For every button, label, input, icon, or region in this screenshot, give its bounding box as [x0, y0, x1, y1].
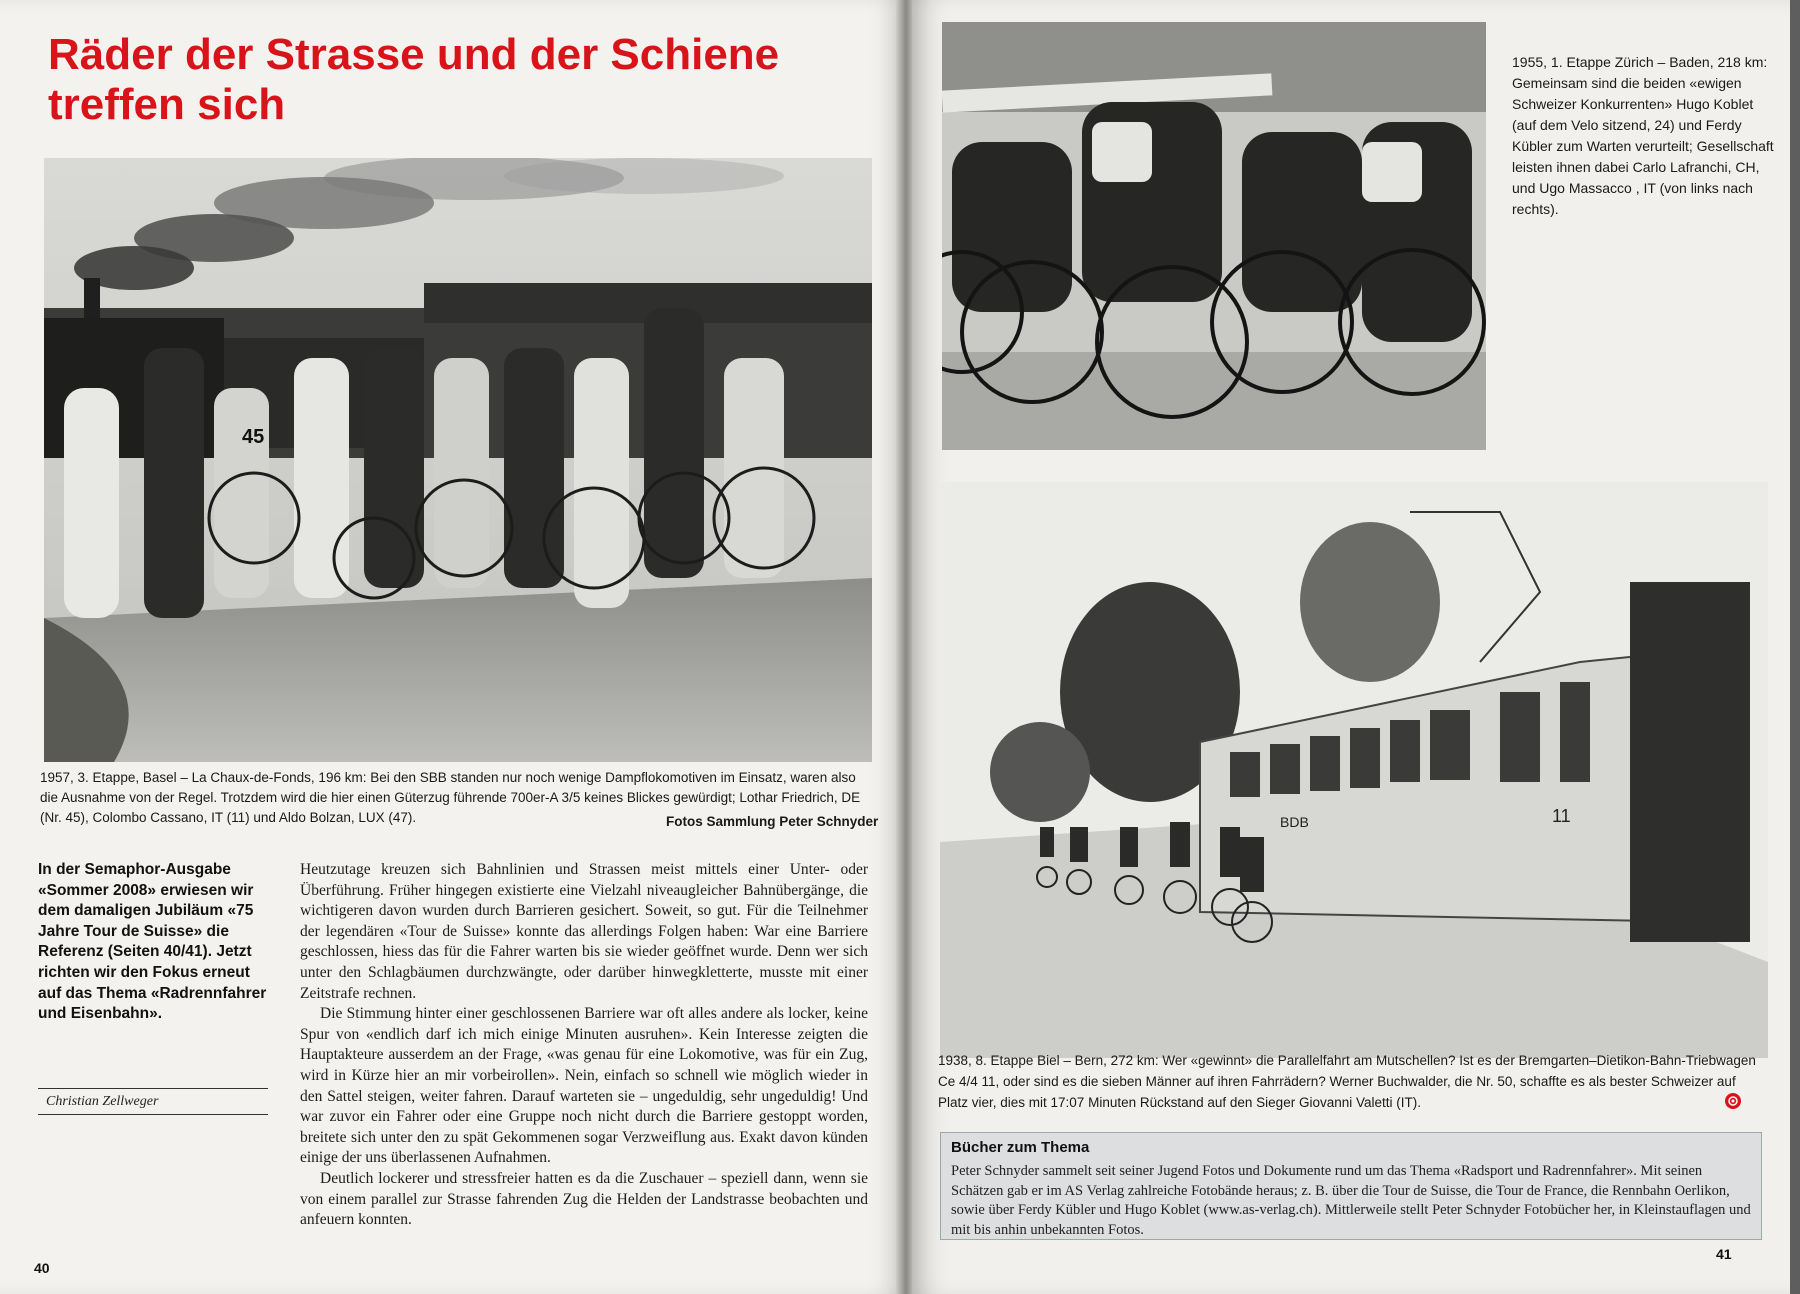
main-photo-caption-text: 1957, 3. Etappe, Basel – La Chaux-de-Fonds, 196 km: Bei den SBB standen nur noch wenige Dampflokomotiven im Einsatz, waren also die Ausnahme von der Regel. Trotzdem wird die hier einen Güterzug führende 700er-A 3/5 keines Blickes gewürdigt; Lothar Friedrich, DE (Nr. 45), Colombo Cassano, IT (11) und Aldo Bolzan, LUX (47).	[40, 770, 861, 825]
bullseye-icon	[1724, 1092, 1742, 1110]
author-name: Christian Zellweger	[46, 1094, 159, 1109]
body-paragraph-1: Heutzutage kreuzen sich Bahnlinien und Strassen meist mittels einer Unter- oder Überführung. Früher hingegen existierte eine Vielzahl niveaugleicher Bahnübergänge, die wichtigeren davon wurden durch Barrieren gesichert. Soweit, so gut. Für die Teilnehmer der legendären «Tour de Suisse» konnte das allerdings Folgen haben: War eine Barriere geschlossen, hiess das für die Fahrer warten bis sie wieder geöffnet wurde. Denn wer sich unter den Schlagbäumen durchzwängte, oder darüber hinwegkletterte, musste mit einer Zeitstrafe rechnen.	[300, 861, 868, 1002]
photo-credit: Fotos Sammlung Peter Schnyder	[666, 814, 879, 829]
cyclists-at-barrier-photo	[942, 22, 1486, 450]
right-page	[912, 0, 1790, 1294]
article-title	[48, 30, 868, 130]
jersey-number-label: 45	[242, 426, 265, 448]
article-body	[300, 860, 868, 1231]
body-paragraph-3: Deutlich lockerer und stressfreier hatten es da die Zuschauer – speziell dann, wenn sie von einem parallel zur Strasse fahrenden Zug die Helden der Landstrasse beobachten und anfeuern konnten.	[300, 1169, 868, 1229]
page-number-left: 40	[34, 1260, 50, 1276]
tram-number-label: 11	[1552, 806, 1571, 826]
tram-and-cyclists-photo	[940, 482, 1768, 1058]
tram-sign-label: BDB	[1280, 814, 1309, 830]
article-intro: In der Semaphor-Ausgabe «Sommer 2008» erwiesen wir dem damaligen Jubiläum «75 Jahre Tour de Suisse» die Referenz (Seiten 40/41). Jetzt richten wir den Fokus erneut auf das Thema «Radrennfahrer und Eisenbahn».	[38, 861, 267, 1023]
bottom-photo-caption: 1938, 8. Etappe Biel – Bern, 272 km: Wer «gewinnt» die Parallelfahrt am Mutschellen? Ist es der Bremgarten–Dietikon-Bahn-Triebwagen Ce 4/4 11, oder sind es die sieben Männer auf ihren Fahrrädern? Werner Buchwalder, die Nr. 50, schaffte es als bester Schweizer auf Platz vier, dies mit 17:07 Minuten Rückstand auf den Sieger Giovanni Valetti (IT).	[938, 1053, 1756, 1110]
page-number-right: 41	[1716, 1246, 1732, 1262]
steam-train-cyclists-photo	[44, 158, 872, 762]
title-line-2: treffen sich	[48, 80, 286, 129]
box-text: Peter Schnyder sammelt seit seiner Jugend Fotos und Dokumente rund um das Thema «Radsport und Radrennfahrer». Mit seinen Schätzen gab er im AS Verlag zahlreiche Fotobände heraus; z. B. über die Tour de Suisse, die Tour de France, die Rennbahn Oerlikon, sowie über Ferdy Kübler und Hugo Koblet (www.as-verlag.ch). Mittlerweile stellt Peter Schnyder Fotobücher her, in Kleinstauflagen und mit bis anhin unbekannten Fotos.	[951, 1163, 1751, 1238]
author-rule-top	[38, 1088, 268, 1089]
body-paragraph-2: Die Stimmung hinter einer geschlossenen Barriere war oft alles andere als locker, keine Spur von «endlich darf ich mich einige Minuten ausruhen». Kein Interesse zeigten die Hauptakteure ausserdem an der Frage, «was genau für eine Lokomotive, was für ein Zug, wird in Kürze hier an mir vorbeirollen». Nein, einfach so schnell wie möglich wieder in den Sattel steigen, weiter fahren. Darauf warteten sie – ungeduldig, sehr ungeduldig! Und war zuvor ein Fahrer oder eine Gruppe noch nicht durch die Barriere gestoppt worden, breitete sich unter den zu spät Gekommenen sogar Verzweiflung aus. Exakt davon künden einige der uns überlassenen Aufnahmen.	[300, 1005, 868, 1167]
title-line-1: Räder der Strasse und der Schiene	[48, 30, 780, 79]
author-rule-bottom	[38, 1114, 268, 1115]
books-info-box	[940, 1132, 1762, 1240]
box-title: Bücher zum Thema	[951, 1139, 1090, 1156]
top-photo-caption: 1955, 1. Etappe Zürich – Baden, 218 km: Gemeinsam sind die beiden «ewigen Schweizer Konkurrenten» Hugo Koblet (auf dem Velo sitzend, 24) und Ferdy Kübler zum Warten verurteilt; Gesellschaft leisten ihnen dabei Carlo Lafranchi, CH, und Ugo Massacco , IT (von links nach rechts).	[1512, 54, 1774, 217]
